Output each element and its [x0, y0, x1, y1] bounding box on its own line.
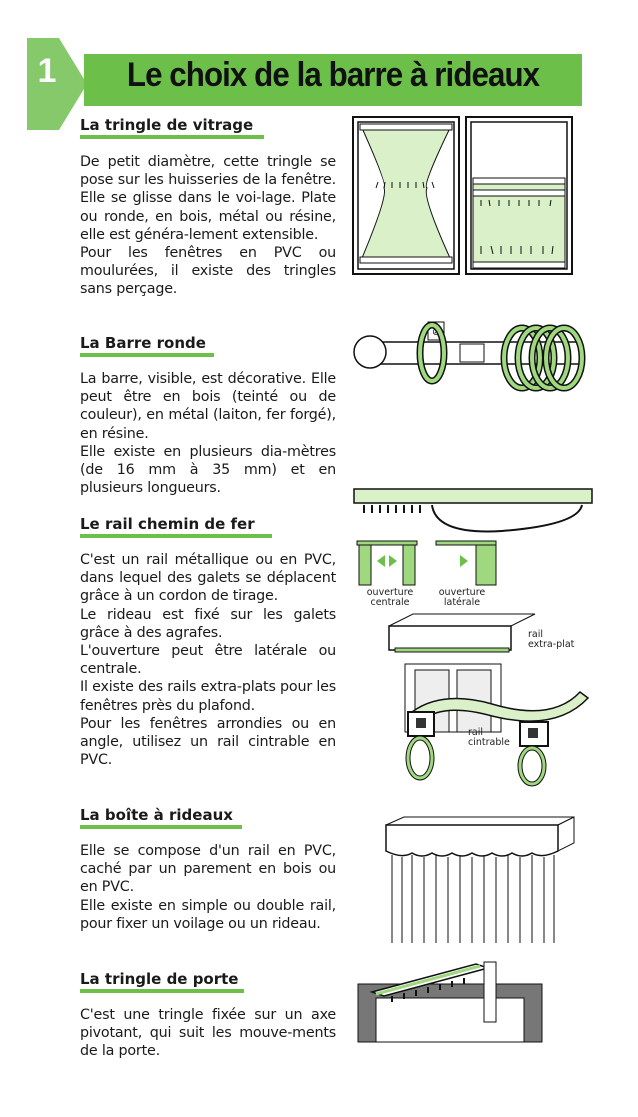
svg-text:⊘: ⊘ [432, 327, 441, 338]
section-body-tringle-vitrage: De petit diamètre, cette tringle se pose sur les huisseries de la fenêtre. Elle se glisse dans le voi-lage. Plate ou ronde, en bois, métal ou résine, elle est généra-lement extensible. Pour les fenêtres en PVC ou moulurées, il existe des tringles sans perçage. [80, 154, 336, 298]
heading-underline [80, 353, 214, 357]
label-ouverture-laterale: ouverture latérale [438, 587, 486, 608]
section-heading-boite-a-rideaux: La boîte à rideaux [80, 806, 233, 824]
section-heading-rail-chemin-de-fer: Le rail chemin de fer [80, 515, 255, 533]
heading-underline [80, 989, 244, 993]
section-body-rail-chemin-de-fer: C'est un rail métallique ou en PVC, dans lequel des galets se déplacent grâce à un cordon de tirage. Le rideau est fixé sur les galets grâce à des agrafes. L'ouverture peut être latérale ou centrale. Il existe des rails extra-plats pour les fenêtres près du plafond. Pour les fenêtres arrondies ou en angle, utilisez un rail cintrable en PVC. [80, 552, 336, 769]
round-rod-illustration [352, 318, 592, 418]
page-title: Le choix de la barre à rideaux [126, 56, 540, 94]
chapter-number: 1 [37, 52, 57, 90]
window-vitrage-illustration [352, 116, 462, 276]
section-heading-tringle-de-porte: La tringle de porte [80, 970, 239, 988]
window-brise-bise-illustration [465, 116, 575, 276]
door-rod-illustration [358, 960, 542, 1042]
track-rail-illustration [352, 487, 596, 547]
opening-centre-icon [357, 541, 419, 587]
label-ouverture-centrale: ouverture centrale [366, 587, 414, 608]
label-rail-cintrable: rail cintrable [468, 727, 510, 748]
heading-underline [80, 825, 242, 829]
section-heading-tringle-vitrage: La tringle de vitrage [80, 116, 254, 134]
heading-underline [80, 534, 272, 538]
curtain-box-illustration [382, 815, 582, 945]
label-rail-extra-plat: rail extra-plat [528, 629, 575, 650]
section-body-barre-ronde: La barre, visible, est décorative. Elle peut être en bois (teinté ou de couleur), en métal (laiton, fer forgé), en résine. Elle existe en plusieurs dia-mètres (de 16 mm à 35 mm) et en plusieurs longueurs. [80, 371, 336, 497]
heading-underline [80, 135, 264, 139]
section-heading-barre-ronde: La Barre ronde [80, 334, 206, 352]
section-body-boite-a-rideaux: Elle se compose d'un rail en PVC, caché par un parement en bois ou en PVC. Elle existe en simple ou double rail, pour fixer un voilage ou un rideau. [80, 843, 336, 932]
section-body-tringle-de-porte: C'est une tringle fixée sur un axe pivotant, qui suit les mouve-ments de la porte. [80, 1007, 336, 1060]
opening-lateral-icon [436, 541, 498, 587]
